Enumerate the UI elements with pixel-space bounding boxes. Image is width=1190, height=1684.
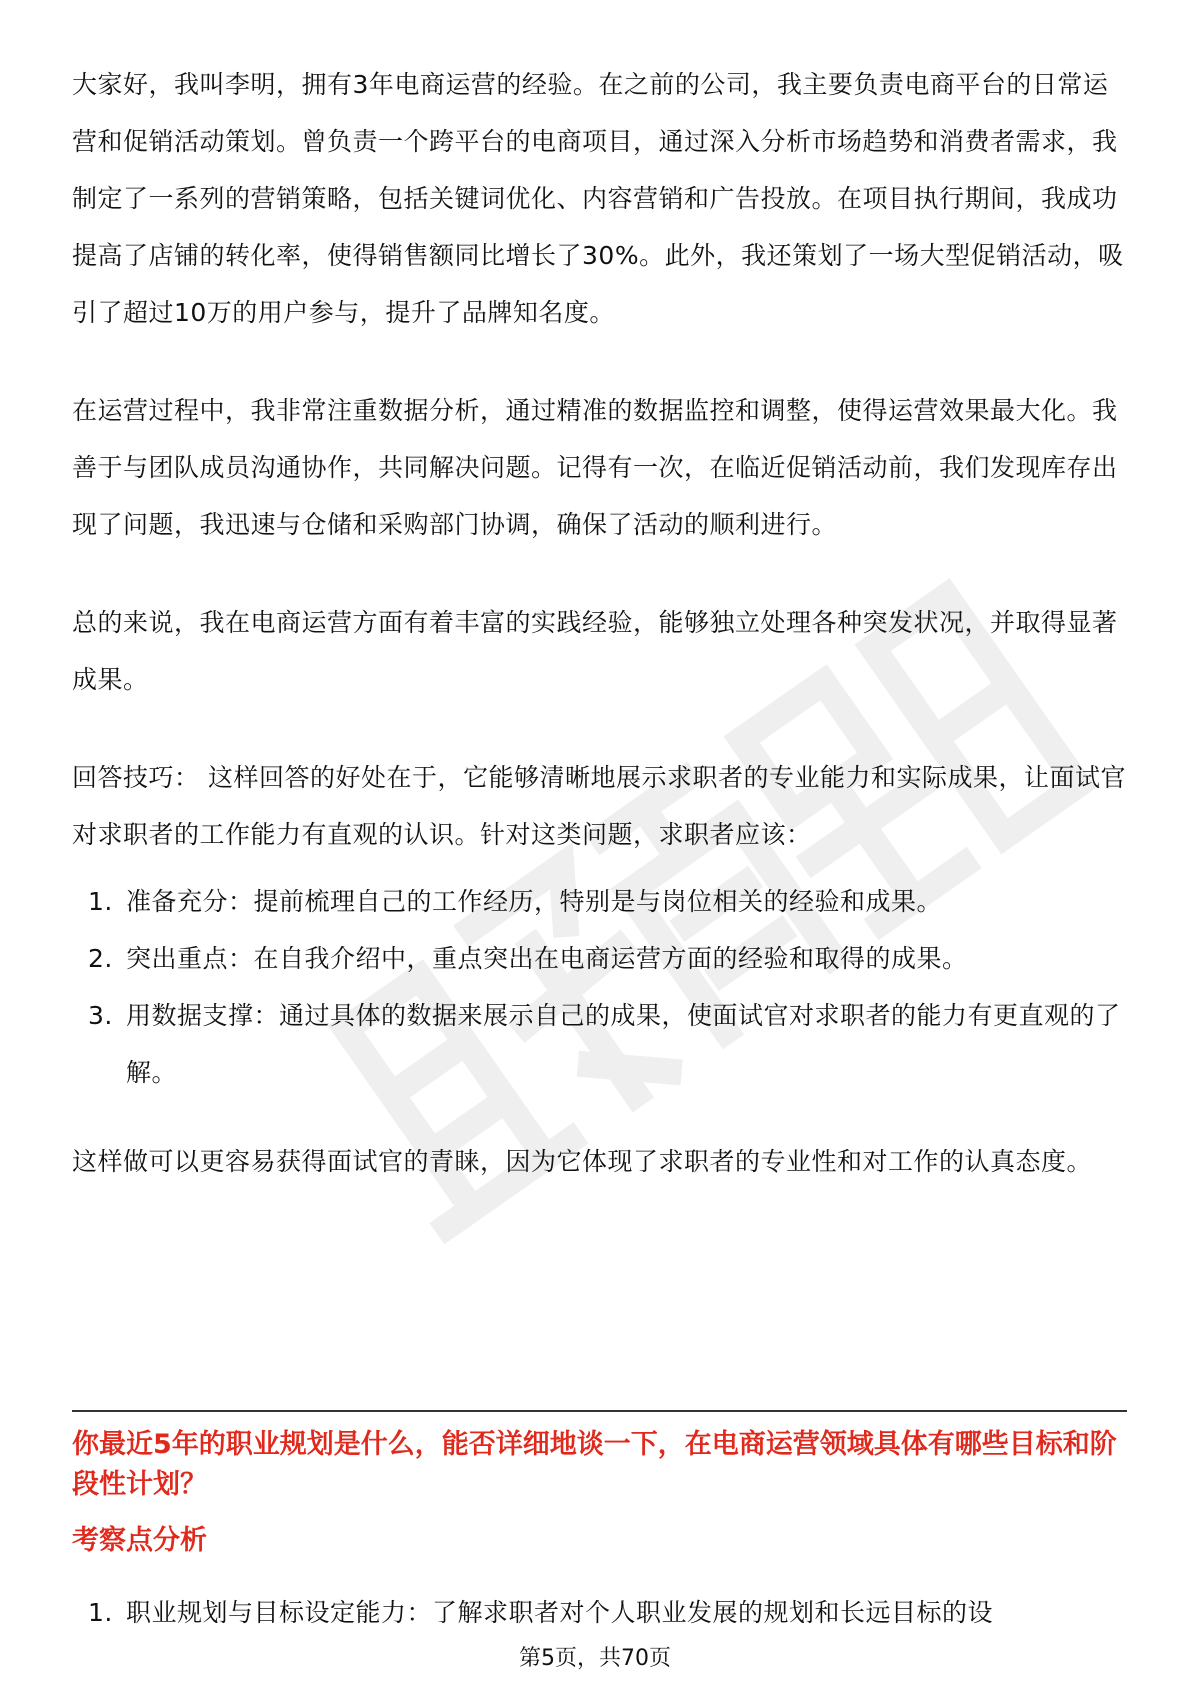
tip-item	[72, 987, 1127, 1101]
analysis-item	[72, 1584, 1127, 1641]
tip-item	[72, 930, 1127, 987]
interview-question: 你最近5年的职业规划是什么，能否详细地谈一下，在电商运营领域具体有哪些目标和阶段性计划？	[72, 1429, 1117, 1500]
analysis-item-number: 1.	[88, 1598, 113, 1627]
intro-paragraph-1: 大家好，我叫李明，拥有3年电商运营的经验。在之前的公司，我主要负责电商平台的日常运营和促销活动策划。曾负责一个跨平台的电商项目，通过深入分析市场趋势和消费者需求，我制定了一系列的营销策略，包括关键词优化、内容营销和广告投放。在项目执行期间，我成功提高了店铺的转化率，使得销售额同比增长了30%。此外，我还策划了一场大型促销活动，吸引了超过10万的用户参与，提升了品牌知名度。	[72, 70, 1124, 327]
tip-text: 突出重点：在自我介绍中，重点突出在电商运营方面的经验和取得的成果。	[126, 944, 968, 973]
section-divider	[72, 1410, 1127, 1412]
tips-list	[72, 873, 1127, 1101]
tips-intro: 回答技巧： 这样回答的好处在于，它能够清晰地展示求职者的专业能力和实际成果，让面试官对求职者的工作能力有直观的认识。针对这类问题，求职者应该：	[72, 763, 1126, 849]
document-body	[72, 56, 1127, 1190]
closing-paragraph: 这样做可以更容易获得面试官的青睐，因为它体现了求职者的专业性和对工作的认真态度。	[72, 1147, 1093, 1176]
intro-paragraph-2: 在运营过程中，我非常注重数据分析，通过精准的数据监控和调整，使得运营效果最大化。我善于与团队成员沟通协作，共同解决问题。记得有一次，在临近促销活动前，我们发现库存出现了问题，我迅速与仓储和采购部门协调，确保了活动的顺利进行。	[72, 396, 1118, 539]
tip-text: 准备充分：提前梳理自己的工作经历，特别是与岗位相关的经验和成果。	[126, 887, 943, 916]
tip-text: 用数据支撑：通过具体的数据来展示自己的成果，使面试官对求职者的能力有更直观的了解。	[126, 1001, 1121, 1087]
tip-number: 1.	[88, 887, 113, 916]
analysis-heading: 考察点分析	[72, 1525, 207, 1556]
intro-paragraph-3: 总的来说，我在电商运营方面有着丰富的实践经验，能够独立处理各种突发状况，并取得显著成果。	[72, 608, 1118, 694]
tip-number: 3.	[88, 1001, 113, 1030]
tip-number: 2.	[88, 944, 113, 973]
analysis-item-text: 职业规划与目标设定能力：了解求职者对个人职业发展的规划和长远目标的设	[126, 1598, 994, 1627]
page-footer: 第5页，共70页	[519, 1646, 671, 1671]
tip-item	[72, 873, 1127, 930]
